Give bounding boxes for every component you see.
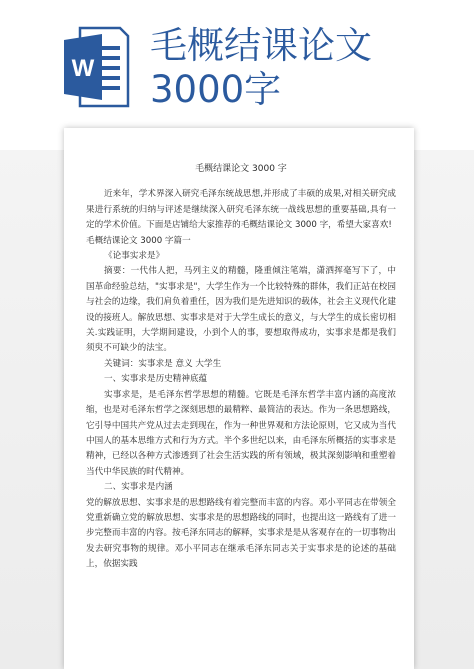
document-heading: 毛概结课论文 3000 字 [195, 164, 287, 174]
word-document-icon [62, 22, 132, 112]
subheading-2: 二、实事求是内涵 [104, 482, 173, 493]
paragraph-1: 实事求是，是毛泽东哲学思想的精髓。它既是毛泽东哲学丰富内涵的高度浓缩，也是对毛泽东哲学之深刻思想的最精粹、最简洁的表达。作为一条思想路线，它引导中国共产党从过去走到现在，作为一种世界观和方法论原则，它又成为当代中国人的基本思维方式和行为方式。半个多世纪以来，由毛泽东所概括的实事求是精神，已经以各种方式渗透到了社会生活实践的所有领域，极其深刻影响和重塑着当代中华民族的时代精神。 [86, 389, 396, 477]
article-title: 《论事实求是》 [104, 251, 165, 262]
section-heading: 毛概结课论文 3000 字篇一 [86, 235, 191, 246]
paragraph-keywords: 关键词：实事求是 意义 大学生 [104, 358, 222, 369]
document-body [86, 162, 396, 573]
paragraph-intro: 近来年，学术界深入研究毛泽东统战思想,并形成了丰硕的成果,对相关研究成果进行系统的归纳与评述是继续深入研究毛泽东统一战线思想的重要基础,具有一定的学术价值。下面是店铺给大家推荐的毛概结课论文 3000 字，希望大家喜欢! [86, 189, 396, 231]
page-title: 毛概结课论文3000字 [150, 24, 372, 111]
document-page [64, 128, 414, 669]
paragraph-2: 党的解放思想、实事求是的思想路线有着完整而丰富的内容。邓小平同志在带领全党重新确立党的解放思想、实事求是的思想路线的同时，也提出这一路线有了进一步完整而丰富的内容。按毛泽东同志的解释，实事求是是从客观存在的一切事物出发去研究事物的规律。邓小平同志在继承毛泽东同志关于实事求是的论述的基础上，依据实践 [86, 497, 396, 570]
paragraph-abstract: 摘要：一代伟人把，马列主义的精髓，隆重倾注笔端，潇洒挥毫写下了，中国革命经验总结，"实事求是"，大学生作为一个比较特殊的群体，我们正站在校园与社会的边缘，我们肩负着重任，因为我们是先进知识的载体，社会主义现代化建设的接班人。解放思想、实事求是对于大学生成长的意义，与大学生的成长密切相关.实践证明，大学期间建设，小到个人的事，要想取得成功，实事求是都是我们须臾不可缺少的法宝。 [86, 266, 396, 354]
word-icon-letter: W [71, 55, 95, 82]
subheading-1: 一、实事求是历史精神底蕴 [104, 374, 208, 385]
